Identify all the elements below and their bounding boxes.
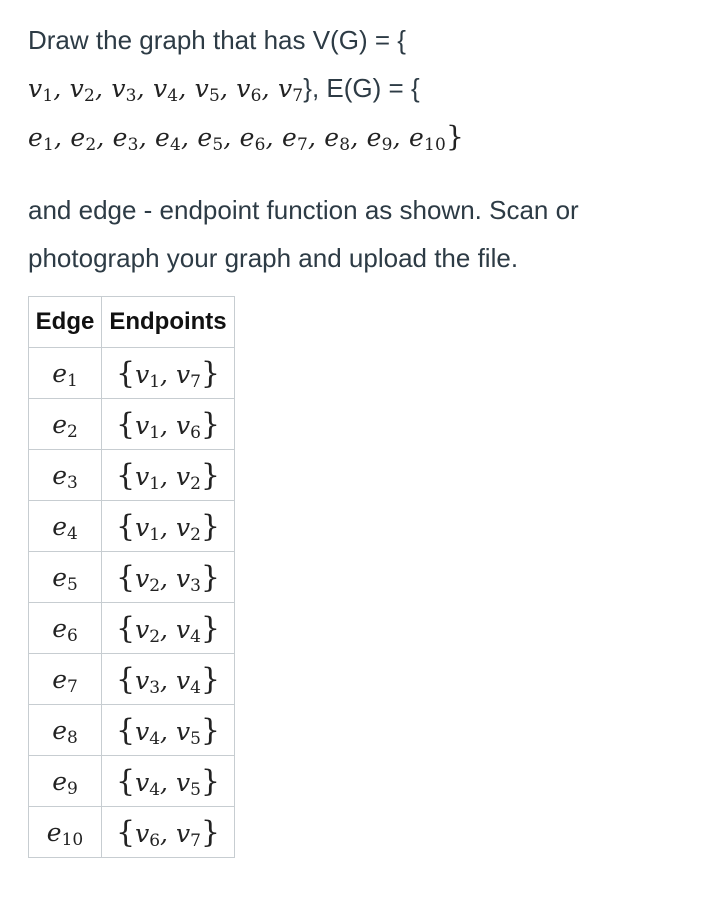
edge-label: $e_2$ bbox=[52, 409, 78, 442]
vertex-symbol: $v_1$ bbox=[28, 74, 54, 106]
table-row bbox=[29, 399, 235, 450]
vertex-set: $v_1$, $v_2$, $v_3$, $v_4$, $v_5$, $v_6$, $v_7$ bbox=[28, 74, 304, 106]
endpoint-vertex: $v_2$ bbox=[135, 563, 161, 596]
endpoint-vertex: $v_6$ bbox=[135, 818, 161, 851]
edge-cell bbox=[29, 603, 102, 654]
edge-cell bbox=[29, 654, 102, 705]
edge-cell bbox=[29, 399, 102, 450]
endpoint-vertex: $v_2$ bbox=[175, 461, 201, 494]
prompt-text: Draw the graph that has V(G) = { bbox=[28, 25, 406, 55]
endpoint-vertex: $v_7$ bbox=[175, 818, 201, 851]
instructions-text-2: photograph your graph and upload the file. bbox=[28, 243, 519, 273]
instructions-text-1: and edge - endpoint function as shown. Scan or bbox=[28, 195, 579, 225]
endpoints-cell: {$v_6$, $v_7$} bbox=[102, 807, 235, 858]
table-row bbox=[29, 654, 235, 705]
question-body bbox=[28, 16, 698, 282]
vertex-symbol: $v_6$ bbox=[236, 74, 262, 106]
endpoints-cell: {$v_1$, $v_2$} bbox=[102, 450, 235, 501]
endpoint-vertex: $v_5$ bbox=[175, 716, 201, 749]
edge-label: $e_3$ bbox=[52, 460, 78, 493]
edge-symbol: $e_{10}$ bbox=[408, 123, 446, 155]
endpoints-cell: {$v_4$, $v_5$} bbox=[102, 705, 235, 756]
edge-label: $e_8$ bbox=[52, 715, 78, 748]
endpoint-vertex: $v_7$ bbox=[175, 359, 201, 392]
edge-cell bbox=[29, 450, 102, 501]
table-row bbox=[29, 807, 235, 858]
table-row bbox=[29, 756, 235, 807]
endpoints-cell: {$v_4$, $v_5$} bbox=[102, 756, 235, 807]
table-row bbox=[29, 348, 235, 399]
edge-symbol: $e_9$ bbox=[366, 123, 393, 155]
edge-symbol: $e_5$ bbox=[197, 123, 224, 155]
table-row bbox=[29, 450, 235, 501]
prompt-line-1 bbox=[28, 16, 698, 64]
table-header-row bbox=[29, 297, 235, 348]
endpoint-vertex: $v_4$ bbox=[135, 716, 161, 749]
edge-symbol: $e_1$ bbox=[28, 123, 55, 155]
endpoint-vertex: $v_4$ bbox=[175, 665, 201, 698]
edge-set: $e_1$, $e_2$, $e_3$, $e_4$, $e_5$, $e_6$, $e_7$, $e_8$, $e_9$, $e_{10}$ bbox=[28, 123, 446, 155]
table-row bbox=[29, 705, 235, 756]
endpoint-vertex: $v_4$ bbox=[175, 614, 201, 647]
edge-symbol: $e_8$ bbox=[324, 123, 351, 155]
vertex-symbol: $v_7$ bbox=[277, 74, 304, 106]
edge-cell bbox=[29, 552, 102, 603]
edge-label: $e_{10}$ bbox=[46, 817, 84, 850]
edge-symbol: $e_7$ bbox=[281, 123, 308, 155]
edge-label: $e_1$ bbox=[52, 358, 78, 391]
edge-symbol: $e_2$ bbox=[70, 123, 97, 155]
endpoint-vertex: $v_2$ bbox=[175, 512, 201, 545]
endpoint-vertex: $v_1$ bbox=[135, 359, 161, 392]
vertex-symbol: $v_3$ bbox=[111, 74, 137, 106]
vertex-set-line bbox=[28, 64, 698, 113]
endpoint-vertex: $v_3$ bbox=[135, 665, 161, 698]
edge-cell bbox=[29, 501, 102, 552]
edge-set-suffix: } bbox=[446, 120, 465, 153]
edge-cell bbox=[29, 348, 102, 399]
header-endpoints: Endpoints bbox=[102, 297, 235, 348]
edge-symbol: $e_3$ bbox=[112, 123, 139, 155]
edge-cell bbox=[29, 705, 102, 756]
edge-label: $e_6$ bbox=[52, 613, 78, 646]
edge-symbol: $e_4$ bbox=[154, 123, 182, 155]
vertex-symbol: $v_5$ bbox=[194, 74, 220, 106]
instructions-line-1 bbox=[28, 186, 698, 234]
endpoint-vertex: $v_1$ bbox=[135, 461, 161, 494]
endpoints-cell: {$v_3$, $v_4$} bbox=[102, 654, 235, 705]
table-row bbox=[29, 552, 235, 603]
edge-symbol: $e_6$ bbox=[239, 123, 266, 155]
endpoint-vertex: $v_1$ bbox=[135, 512, 161, 545]
endpoints-cell: {$v_1$, $v_7$} bbox=[102, 348, 235, 399]
endpoint-vertex: $v_1$ bbox=[135, 410, 161, 443]
endpoint-vertex: $v_4$ bbox=[135, 767, 161, 800]
edge-set-line bbox=[28, 113, 698, 162]
table-row bbox=[29, 603, 235, 654]
vertex-symbol: $v_2$ bbox=[69, 74, 96, 106]
endpoints-cell: {$v_2$, $v_3$} bbox=[102, 552, 235, 603]
table-body bbox=[29, 348, 235, 858]
instructions-line-2 bbox=[28, 234, 698, 282]
vertex-set-suffix: }, E(G) = { bbox=[303, 73, 420, 103]
endpoint-vertex: $v_5$ bbox=[175, 767, 201, 800]
endpoint-vertex: $v_2$ bbox=[135, 614, 161, 647]
edge-label: $e_7$ bbox=[52, 664, 78, 697]
endpoint-vertex: $v_3$ bbox=[175, 563, 201, 596]
edge-cell bbox=[29, 807, 102, 858]
edge-endpoint-table bbox=[28, 296, 235, 858]
endpoint-vertex: $v_6$ bbox=[175, 410, 201, 443]
endpoints-cell: {$v_2$, $v_4$} bbox=[102, 603, 235, 654]
endpoints-cell: {$v_1$, $v_6$} bbox=[102, 399, 235, 450]
edge-cell bbox=[29, 756, 102, 807]
endpoints-cell: {$v_1$, $v_2$} bbox=[102, 501, 235, 552]
edge-label: $e_5$ bbox=[52, 562, 78, 595]
header-edge: Edge bbox=[29, 297, 102, 348]
edge-label: $e_9$ bbox=[52, 766, 78, 799]
vertex-symbol: $v_4$ bbox=[152, 74, 179, 106]
edge-label: $e_4$ bbox=[52, 511, 78, 544]
table-row bbox=[29, 501, 235, 552]
